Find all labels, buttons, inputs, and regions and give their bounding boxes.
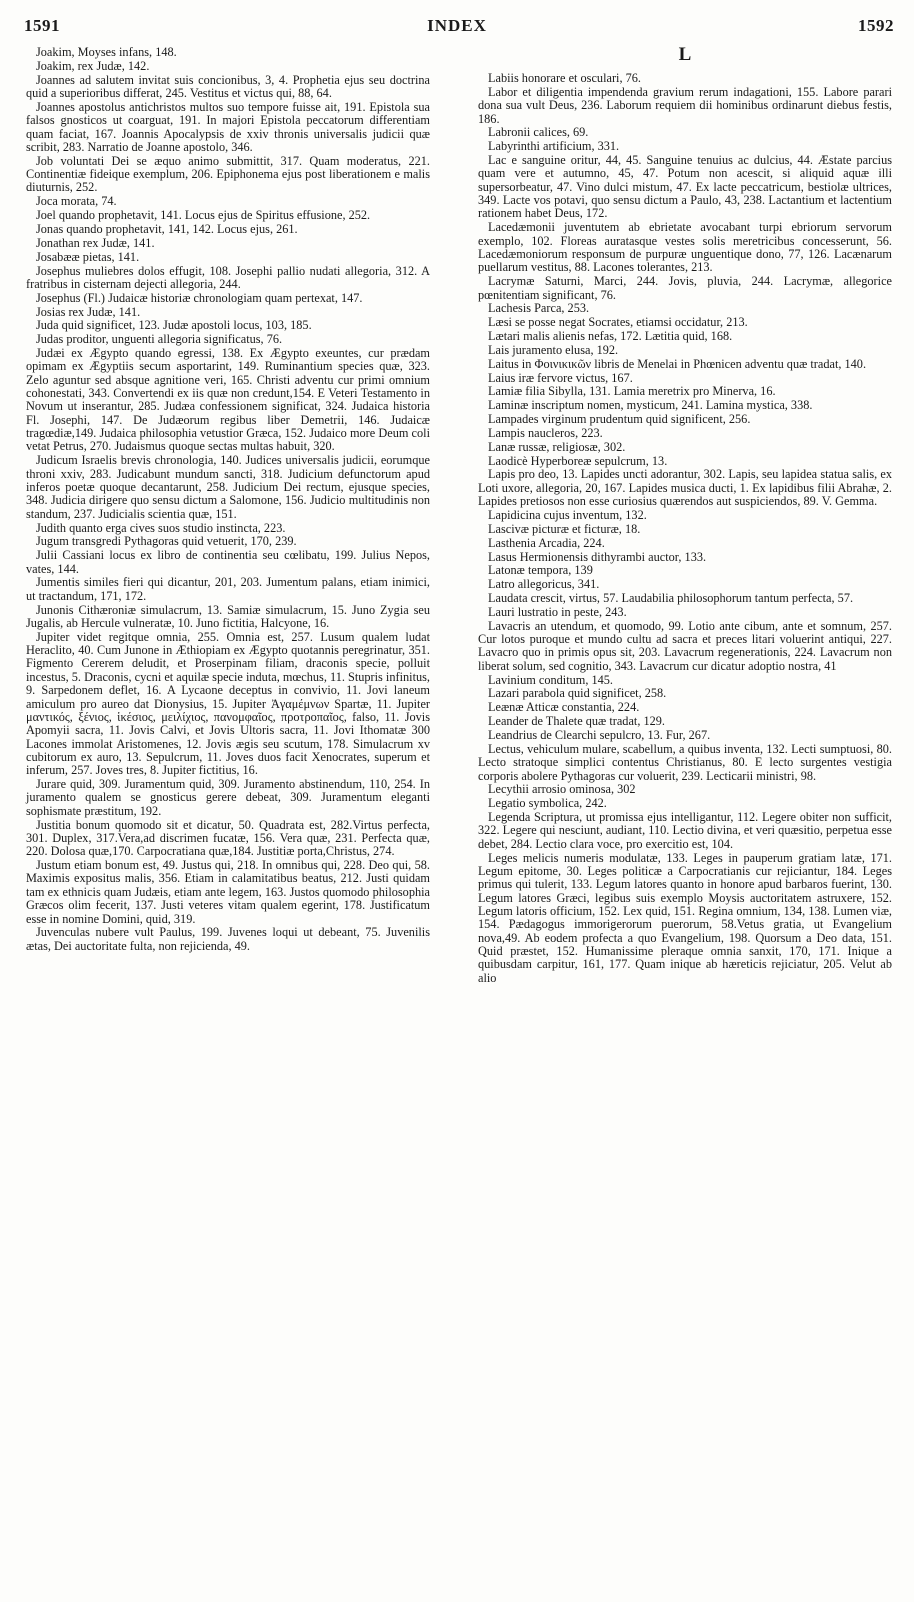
index-entry: Lanæ russæ, religiosæ, 302.: [488, 439, 626, 454]
index-entry: Laius iræ fervore victus, 167.: [488, 370, 633, 385]
index-entry: Lac e sanguine oritur, 44, 45. Sanguine tenuius ac dulcius, 44. Æstate parcius quam vere et autumno, 45, 47. Potum non acescit, si aliquid aquæ illi supersorbeatur, 47. Vino dulci mistum, 47. Ex lacte peccatricum, bestiolæ ultrices, 349. Lacte vos potavi, quo sensu dictum a Paulo, 43, 238. Lactantium et lactentium rationem habet Deus, 172.: [478, 153, 892, 221]
index-entry: Lacedæmonii juventutem ab ebrietate avocabant turpi ebriorum servorum exemplo, 102. Floreas auratasque vestes solis meretricibus concesserunt, 56. Lacedæmoniorum responsum de purpuræ unguentique dono, 77, 126. Lacænarum puellarum vestitus, 88. Lacones tolerantes, 213.: [478, 220, 892, 275]
index-entry: Latro allegoricus, 341.: [488, 577, 600, 592]
left-column: [26, 46, 430, 954]
index-entry: Josabææ pietas, 141.: [36, 249, 140, 264]
index-entry: Judicum Israelis brevis chronologia, 140. Judices universalis judicii, eorumque throni xxiv, 283. Judicabunt mundum sancti, 318. Judicium defunctorum apud inferos poetæ quoque decantarunt, 258. Judicium Dei rectum, ejusque species, 348. Judicia dirigere quo sensu dictum a Salomone, 156. Judicio multitudinis non standum, 237. Judicialis scientia quæ, 151.: [26, 453, 430, 521]
index-entry: Julii Cassiani locus ex libro de continentia seu cœlibatu, 199. Julius Nepos, vates, 144.: [26, 548, 430, 576]
index-entry: Lachesis Parca, 253.: [488, 301, 590, 316]
index-entry: Laminæ inscriptum nomen, mysticum, 241. Lamina mystica, 338.: [488, 398, 813, 413]
index-entry: Lazari parabola quid significet, 258.: [488, 686, 667, 701]
index-entry: Leges melicis numeris modulatæ, 133. Leges in pauperum gratiam latæ, 171. Legum epitome, 30. Leges politicæ a Carpocratianis cur rejiciantur, 184. Leges primus qui tulerit, 133. Legum latores quanto in honore apud barbaros fuerint, 130. Legum latores Græci, legibus suis exemplo Moysis auctoritatem astruxere, 152. Legum latoris officium, 152. Lex quid, 151. Regina omnium, 134, 138. Lumen viæ, 154. Pædagogus immorigerorum puerorum, 58.Vetus gratia, ut Evangelium nova,49. Ab eodem profecta a quo Evangelium, 198. Quorsum a Deo data, 151. Quid præstet, 152. Humanissime pleraque omnia sanxit, 170, 171. Inique a quibusdam carpitur, 161, 177. Quam inique ab hæreticis rejiciatur, 205. Velut ab alio: [478, 850, 892, 985]
index-entry: Leander de Thalete quæ tradat, 129.: [488, 714, 665, 729]
index-entry: Josephus muliebres dolos effugit, 108. Josephi pallio nudati allegoria, 312. A fratribus in cisternam dejecti allegoria, 244.: [26, 263, 430, 291]
index-entry: Lapis pro deo, 13. Lapides uncti adorantur, 302. Lapis, seu lapidea statua salis, ex Loti uxore, allegoria, 20, 167. Lapides musica ducti, 1. Ex lapidibus filii Abrahæ, 2. Lapides pretiosos non esse curiosius quærendos aut suspiciendos, 89. V. Gemma.: [478, 467, 892, 509]
index-entry: Legatio symbolica, 242.: [488, 796, 607, 811]
index-entry: Juvenculas nubere vult Paulus, 199. Juvenes loqui ut debeant, 75. Juvenilis ætas, Dei auctoritate fulta, non rejicienda, 49.: [26, 925, 430, 953]
index-entry: Joakim, Moyses infans, 148.: [36, 45, 177, 59]
index-entry: Joel quando prophetavit, 141. Locus ejus de Spiritus effusione, 252.: [36, 208, 371, 223]
index-entry: Legenda Scriptura, ut promissa ejus intelligantur, 112. Legere obiter non sufficit, 322. Legere qui nesciunt, audiant, 110. Lectio divina, et veri quæsitio, perpetua esse debet, 284. Lectio clara voce, pro exercitio est, 104.: [478, 810, 892, 851]
index-entry: Lascivæ picturæ et ficturæ, 18.: [488, 521, 641, 536]
index-entry: Jurare quid, 309. Juramentum quid, 309. Juramento abstinendum, 110, 254. In juramento qualem se gnosticus gerere debeat, 309. Juramentum eleganti sophismate præstitum, 192.: [26, 777, 430, 818]
index-entry: Junonis Cithæroniæ simulacrum, 13. Samiæ simulacrum, 15. Juno Zygia seu Jugalis, ab Hercule vulneratæ, 10. Juno fictitia, Halcyone, 16.: [26, 602, 430, 630]
index-entry: Josephus (Fl.) Judaicæ historiæ chronologiam quam pertexat, 147.: [36, 290, 363, 305]
index-entry: Labronii calices, 69.: [488, 125, 589, 140]
index-entry: Laudata crescit, virtus, 57. Laudabilia philosophorum tantum perfecta, 57.: [488, 591, 854, 606]
index-entry: Lasus Hermionensis dithyrambi auctor, 133.: [488, 549, 707, 564]
index-entry: Judith quanto erga cives suos studio instincta, 223.: [36, 520, 286, 535]
index-entry: Justitia bonum quomodo sit et dicatur, 50. Quadrata est, 282.Virtus perfecta, 301. Duplex, 317.Vera,ad discrimen fucatæ, 156. Vera quæ, 231. Perfecta quæ, 220. Dolosa quæ,170. Carpocratiana quæ,184. Justitiæ porta,Christus, 274.: [26, 817, 430, 859]
index-entry: Justum etiam bonum est, 49. Justus qui, 218. In omnibus qui, 228. Deo qui, 58. Maximis expositus malis, 356. Etiam in calamitatibus beatus, 212. Justi quidam tam ex ethnicis quam Judæis, etiam ante legem, 163. Justos quomodo philosophia Græcos olim fecerit, 137. Justi veteres vitam qualem egerint, 178. Justificatum esse in nomine Domini, quid, 319.: [26, 858, 430, 926]
page-header: [0, 16, 914, 40]
index-entry: Leænæ Atticæ constantia, 224.: [488, 700, 640, 715]
index-entry: Labyrinthi artificium, 331.: [488, 139, 620, 154]
index-entry: Laodicè Hyperboreæ sepulcrum, 13.: [488, 453, 668, 468]
index-entry: Lapidicina cujus inventum, 132.: [488, 508, 647, 522]
index-entry: Lais juramento elusa, 192.: [488, 342, 619, 357]
index-entry: Lampades virginum prudentum quid significent, 256.: [488, 412, 751, 427]
index-entry: Lamiæ filia Sibylla, 131. Lamia meretrix pro Minerva, 16.: [488, 384, 776, 399]
right-column: [478, 46, 892, 986]
index-entry: Joannes apostolus antichristos multos suo tempore fuisse ait, 191. Epistola sua falsos gnosticos ut coarguat, 191. In majori Epistola peccatorum differentiam quam faciat, 167. Joannis Apocalypsis de xxiv thronis universalis judicii quæ scribit, 283. Narratio de Joanne apostolo, 346.: [26, 99, 430, 154]
index-entry: Judas proditor, unguenti allegoria significatus, 76.: [36, 332, 283, 347]
index-entry: Jugum transgredi Pythagoras quid vetuerit, 170, 239.: [36, 534, 297, 549]
index-entry: Job voluntati Dei se æquo animo submittit, 317. Quam moderatus, 221. Continentiæ fideique exemplum, 206. Epiphonema ejus post liberationem e malis diuturnis, 252.: [26, 153, 430, 195]
index-entry: Lampis naucleros, 223.: [488, 425, 603, 440]
index-entry: Lauri lustratio in peste, 243.: [488, 604, 627, 619]
index-entry: Leandrius de Clearchi sepulcro, 13. Fur, 267.: [488, 728, 711, 742]
index-entry: Lacrymæ Saturni, Marci, 244. Jovis, pluvia, 244. Lacrymæ, allegorice pœnitentiam significant, 76.: [478, 274, 892, 302]
index-entry: Læsi se posse negat Socrates, etiamsi occidatur, 213.: [488, 315, 748, 330]
index-entry: Laitus in Φοινικικῶν libris de Menelai in Phœnicen adventu quæ tradat, 140.: [488, 356, 867, 371]
index-entry: Joannes ad salutem invitat suis concionibus, 3, 4. Prophetia ejus seu doctrina quid a superioribus differat, 245. Vestitus et victus qui, 88, 64.: [26, 72, 430, 101]
page-number-left: 1591: [24, 16, 60, 35]
page-number-right: 1592: [858, 16, 894, 35]
index-entry: Lavinium conditum, 145.: [488, 672, 614, 687]
index-entry: Joca morata, 74.: [36, 194, 117, 209]
index-entry: Latonæ tempora, 139: [488, 563, 593, 578]
index-entry: Jonas quando prophetavit, 141, 142. Locus ejus, 261.: [36, 221, 298, 236]
index-entry: Labor et diligentia impendenda gravium rerum indagationi, 155. Labore parari dona sua vult Deus, 236. Laborum requiem dii hominibus ordinarunt diebus festis, 186.: [478, 84, 892, 126]
index-entry: Jupiter videt regitque omnia, 255. Omnia est, 257. Lusum qualem ludat Heraclito, 40. Cum Junone in Æthiopiam ex Ægypto quotannis peregrinatur, 351. Figmento Cererem deludit, et Proserpinam filiam, draconis specie, polluit incestus, 5. Draconis, cycni et aquilæ specie induta, mœchus, 11. Stupris infinitus, 9. Sarpedonem deflet, 16. A Lycaone deceptus in convivio, 11. Jovi laneum amiculum pro aureo dat Dionysius, 15. Jupiter Ἀγαμέμνων Spartæ, 11. Jupiter μαντικός, ξένιος, ἱκέσιος, μειλίχιος, πανομφαῖος, προτροπαῖος, falso, 11. Jovis Apomyii sacra, 11. Jovis Calvi, et Jovis Ultoris sacra, 11. Jovi Ithomatæ 300 Lacones immolat Aristomenes, 12. Jovis ægis seu scutum, 178. Simulacrum xv cubitorum ex auro, 13. Sepulcrum, 11. Joves duos facit Xenocrates, superum et inferum, 257. Joves tres, 8. Jupiter fictitius, 16.: [26, 629, 430, 778]
index-entry: Labiis honorare et osculari, 76.: [488, 71, 641, 85]
index-entry: Lætari malis alienis nefas, 172. Lætitia quid, 168.: [488, 329, 733, 344]
section-letter: L: [678, 44, 692, 65]
index-entry: Lasthenia Arcadia, 224.: [488, 535, 605, 550]
index-entry: Jonathan rex Judæ, 141.: [36, 235, 155, 250]
index-entry: Juda quid significet, 123. Judæ apostoli locus, 103, 185.: [36, 318, 312, 333]
index-entry: Lecythii arrosio ominosa, 302: [488, 782, 636, 797]
index-entry: Lectus, vehiculum mulare, scabellum, a quibus inventa, 132. Lecti sumptuosi, 80. Lecto stratoque simplici contentus Christianus, 80. E lecto surgentes vestigia corporis abolere Pythagoras cur voluerit, 239. Lecticarii ministri, 98.: [478, 741, 892, 783]
index-entry: Judæi ex Ægypto quando egressi, 138. Ex Ægypto exeuntes, cur prædam opimam ex Ægyptiis secum asportarint, 149. Ruminantium species quæ, 323. Zelo aguntur sed absque agnitione veri, 165. Christi adventu cur primi omnium cohonestati, 343. Convertendi ex iis quæ non credunt,154. E Veteri Testamento in Novum ut inserantur, 285. Judæa confessionem significat, 324. Judaica historia Fl. Josephi, 147. De Judæorum regibus liber Demetrii, 146. Judaicæ tragœdiæ,149. Judaica philosophia vetustior Græca, 152. Judaico more Deum coli vetat Petrus, 270. Judaismus quoque sectas multas habuit, 320.: [26, 346, 430, 454]
index-entry: Joakim, rex Judæ, 142.: [36, 58, 150, 73]
index-entry: Lavacris an utendum, et quomodo, 99. Lotio ante cibum, ante et somnum, 257. Cur lotos puroque et mundo cultu ad sacra et preces litari voluerint antiqui, 227. Lavacro quo in primis opus sit, 203. Lavacrum regenerationis, 224. Lavacrum non liberat solum, sed cognitio, 343. Lavacrum cur dicatur adoptio nostra, 41: [478, 618, 892, 673]
index-entry: Jumentis similes fieri qui dicantur, 201, 203. Jumentum palans, etiam inimici, ut tractandum, 171, 172.: [26, 575, 430, 603]
index-entry: Josias rex Judæ, 141.: [36, 304, 141, 319]
running-title: INDEX: [427, 16, 487, 35]
